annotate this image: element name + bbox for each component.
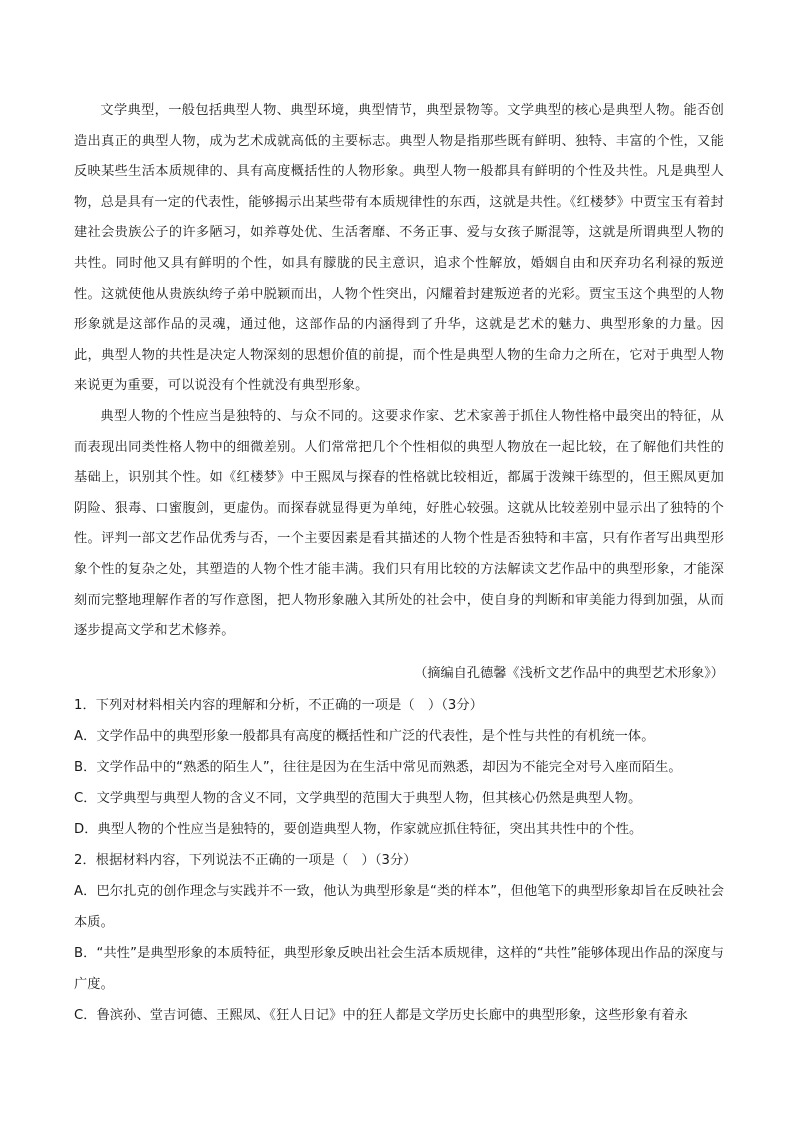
reading-passage — [74, 96, 724, 647]
passage-source: （摘编自孔德馨《浅析文艺作品中的典型艺术形象》） — [414, 666, 724, 681]
question-2-option-c: C．鲁滨孙、堂吉诃德、王熙凤、《狂人日记》中的狂人都是文学历史长廊中的典型形象，这些形象有着永 — [74, 1008, 688, 1023]
question-1-option-a: A．文学作品中的典型形象一般都具有高度的概括性和广泛的代表性，是个性与共性的有机统一体。 — [74, 729, 655, 744]
question-1-option-c: C．文学典型与典型人物的含义不同，文学典型的范围大于典型人物，但其核心仍然是典型人物。 — [74, 791, 642, 806]
question-1-option-d: D．典型人物的个性应当是独特的，要创造典型人物，作家就应抓住特征，突出其共性中的个性。 — [74, 822, 643, 837]
passage-paragraph-2: 典型人物的个性应当是独特的、与众不同的。这要求作家、艺术家善于抓住人物性格中最突出的特征，从而表现出同类性格人物中的细微差别。人们常常把几个个性相似的典型人物放在一起比较，在了解他们共性的基础上，识别其个性。如《红楼梦》中王熙凤与探春的性格就比较相近，都属于泼辣干练型的，但王熙凤更加阴险、狠毒、口蜜腹剑，更虚伪。而探春就显得更为单纯，好胜心较强。这就从比较差别中显示出了独特的个性。评判一部文艺作品优秀与否，一个主要因素是看其描述的人物个性是否独特和丰富，只有作者写出典型形象个性的复杂之处，其塑造的人物个性才能丰满。我们只有用比较的方法解读文艺作品中的典型形象，才能深刻而完整地理解作者的写作意图，把人物形象融入其所处的社会中，使自身的判断和审美能力得到加强，从而逐步提高文学和艺术修养。 — [74, 408, 724, 639]
question-2-stem: 2．根据材料内容，下列说法不正确的一项是（ ）（3分） — [74, 853, 417, 868]
question-1-option-b: B．文学作品中的“熟悉的陌生人”，往往是因为在生活中常见而熟悉，却因为不能完全对号入座而陌生。 — [74, 760, 682, 775]
question-2-option-b: B．“共性”是典型形象的本质特征，典型形象反映出社会生活本质规律，这样的“共性”能够体现出作品的深度与广度。 — [74, 946, 724, 992]
question-1-stem: 1．下列对材料相关内容的理解和分析，不正确的一项是（ ）（3分） — [74, 698, 484, 713]
question-2-option-a: A．巴尔扎克的创作理念与实践并不一致，他认为典型形象是“类的样本”，但他笔下的典型形象却旨在反映社会本质。 — [74, 884, 724, 930]
passage-paragraph-1: 文学典型，一般包括典型人物、典型环境，典型情节，典型景物等。文学典型的核心是典型人物。能否创造出真正的典型人物，成为艺术成就高低的主要标志。典型人物是指那些既有鲜明、独特、丰富的个性，又能反映某些生活本质规律的、具有高度概括性的人物形象。典型人物一般都具有鲜明的个性及共性。凡是典型人物，总是具有一定的代表性，能够揭示出某些带有本质规律性的东西，这就是共性。《红楼梦》中贾宝玉有着封建社会贵族公子的许多陋习，如养尊处优、生活奢靡、不务正事、爱与女孩子厮混等，这就是所谓典型人物的共性。同时他又具有鲜明的个性，如具有朦胧的民主意识，追求个性解放，婚姻自由和厌弃功名利禄的叛逆性。这就使他从贵族纨绔子弟中脱颖而出，人物个性突出，闪耀着封建叛逆者的光彩。贾宝玉这个典型的人物形象就是这部作品的灵魂，通过他，这部作品的内涵得到了升华，这就是艺术的魅力、典型形象的力量。因此，典型人物的共性是决定人物深刻的思想价值的前提，而个性是典型人物的生命力之所在，它对于典型人物来说更为重要，可以说没有个性就没有典型形象。 — [74, 103, 724, 394]
question-section — [74, 690, 724, 1031]
